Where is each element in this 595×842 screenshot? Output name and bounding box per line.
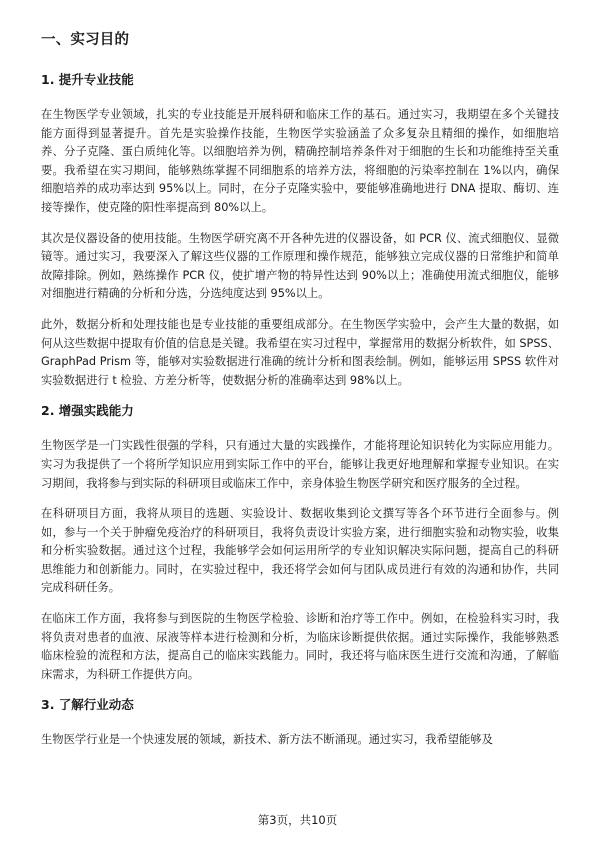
paragraph: 在科研项目方面，我将从项目的选题、实验设计、数据收集到论文撰写等各个环节进行全面参与。例如，参与一个关于肿瘤免疫治疗的科研项目，我将负责设计实验方案，进行细胞实验和动物实验，收集和分析实验数据。通过这个过程，我能够学会如何运用所学的专业知识解决实际问题，提高自己的科研思维能力和创新能力。同时，在实验过程中，我还将学会如何与团队成员进行有效的沟通和协作，共同完成科研任务。 [41, 507, 559, 595]
paragraph: 在生物医学专业领域，扎实的专业技能是开展科研和临床工作的基石。通过实习，我期望在多个关键技能方面得到显著提升。首先是实验操作技能，生物医学实验涵盖了众多复杂且精细的操作，如细胞培养、分子克隆、蛋白质纯化等。以细胞培养为例，精确控制培养条件对于细胞的生长和功能维持至关重要。我希望在实习期间，能够熟练掌握不同细胞系的培养方法，将细胞的污染率控制在 1%以内，确保细胞培养的成功率达到 95%以上。同时，在分子克隆实验中，要能够准确地进行 DNA 提取、酶切、连接等操作，使克隆的阳性率提高到 80%以上。 [41, 108, 559, 214]
paragraph: 其次是仪器设备的使用技能。生物医学研究离不开各种先进的仪器设备，如 PCR 仪、流式细胞仪、显微镜等。通过实习，我要深入了解这些仪器的工作原理和操作规范，能够独立完成仪器的日常维护和简单故障排除。例如，熟练操作 PCR 仪，使扩增产物的特异性达到 90%以上；准确使用流式细胞仪，能够对细胞进行精确的分析和分选，分选纯度达到 95%以上。 [41, 231, 559, 301]
page-number-footer: 第3页，共10页 [257, 813, 338, 827]
subsection-heading-practice: 2. 增强实践能力 [41, 403, 134, 419]
paragraph: 此外，数据分析和处理技能也是专业技能的重要组成部分。在生物医学实验中，会产生大量的数据，如何从这些数据中提取有价值的信息是关键。我希望在实习过程中，掌握常用的数据分析软件，如 SPSS、GraphPad Prism 等，能够对实验数据进行准确的统计分析和图表绘制。例如，能够运用 SPSS 软件对实验数据进行 t 检验、方差分析等，使数据分析的准确率达到 98%以上。 [41, 317, 559, 387]
document-body [41, 30, 559, 762]
paragraph: 生物医学是一门实践性很强的学科，只有通过大量的实践操作，才能将理论知识转化为实际应用能力。实习为我提供了一个将所学知识应用到实际工作中的平台，能够让我更好地理解和掌握专业知识。在实习期间，我将参与到实际的科研项目或临床工作中，亲身体验生物医学研究和医疗服务的全过程。 [41, 439, 559, 490]
paragraph: 在临床工作方面，我将参与到医院的生物医学检验、诊断和治疗等工作中。例如，在检验科实习时，我将负责对患者的血液、尿液等样本进行检测和分析，为临床诊断提供依据。通过实际操作，我能够熟悉临床检验的流程和方法，提高自己的临床实践能力。同时，我还将与临床医生进行交流和沟通，了解临床需求，为科研工作提供方向。 [41, 612, 559, 681]
paragraph: 生物医学行业是一个快速发展的领域，新技术、新方法不断涌现。通过实习，我希望能够及 [41, 733, 493, 747]
subsection-heading-industry: 3. 了解行业动态 [41, 697, 134, 713]
subsection-heading-skills: 1. 提升专业技能 [41, 72, 134, 87]
section-title: 一、实习目的 [41, 32, 130, 48]
